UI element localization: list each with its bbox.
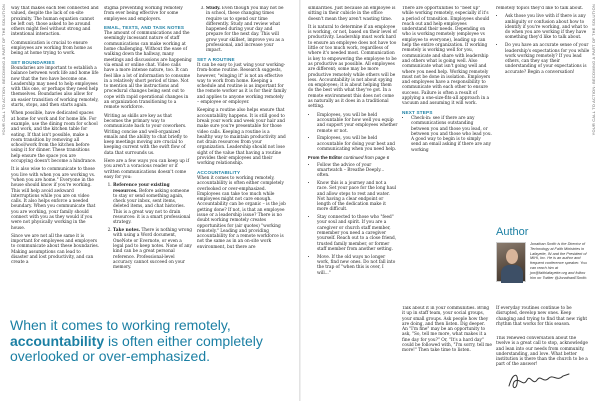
paragraph: It is also wise to communicate to those you live with when you are working vs. "when you are home." Everyone in the house should know if you're working. This will help avoid awkward interruptions while you are on video calls. It also helps enforce a needed boundary. When you communicate that you are working, your family should connect with you as they would if you were not physically working in the house. bbox=[11, 167, 96, 231]
right-page bbox=[300, 0, 600, 401]
left-column-3 bbox=[197, 6, 287, 318]
left-column-2 bbox=[104, 6, 192, 318]
list-item: • Know this is a journey and not a race. Set your pace for the long haul and allow steps to rest and water. Not having a clear endpoint or length of the dedication make it more difficult. bbox=[317, 181, 398, 213]
list-item: • Employees, you will be held accountable for doing your best and communicating when you need help. bbox=[317, 136, 398, 152]
editor-continuation-heading: From the Editor continued from page 6 bbox=[308, 155, 390, 161]
paragraph: It can be easy to just wing your working-from-home routine. Research suggests, however, "winging it" is not an effective way to work from home. Keeping a schedule and routine is as important for the remote worker as it is for their family and applies to anyone working remotely – employee or employer. bbox=[197, 62, 287, 106]
bullet-list bbox=[308, 113, 398, 153]
paragraph: This renewed conversation about the twelve is a great call to stop, acknowledge and lean into our needs from community, understanding, and love. What better institution is there than the church to be a part of the answer! bbox=[496, 336, 588, 366]
bullet-list bbox=[402, 116, 492, 153]
paragraph: Talk about it in your communities. Bring it up in staff team, your social groups, your small groups. Ask people how they are doing, and then listen. Dig deeper. An "I'm fine" may be an opportunity to ask, "So, tell me more, what makes it a fine day for you?" Or, "It's a hard day" could be followed with, "I'm sorry, tell me more!" Then take time to listen. bbox=[402, 306, 492, 354]
paragraph: Communication is crucial to ensure employees are working from home as being at home trying to work. bbox=[11, 40, 93, 57]
closing-text bbox=[496, 306, 592, 330]
paragraph: Keeping a routine also helps ensure that accountability happens. It is still good to break your work and week your hair and make sure you're presentable for those video calls. Keeping a routine is a healthy way to maintain productivity and not drain resources from your organization. Leadership should not lose sight of the value that having a routine provides their employees and their working relationship. bbox=[197, 108, 286, 167]
list-item: • Stay connected to those who "feed" your soul and spirit. If you are a caregiver or church staff member, remember you need a caregiver yourself. Reach out to a close friend, trusted family member, or former staff member from another setting. bbox=[317, 215, 398, 252]
pull-quote-highlight: accountability bbox=[10, 332, 105, 349]
list-item: • Move. If the old ways no longer work, find new ones. Do not fall into the trap of "when this is over, I will..." bbox=[317, 255, 398, 276]
left-column-1 bbox=[11, 6, 99, 318]
author-box bbox=[496, 226, 592, 300]
editor-list bbox=[308, 163, 398, 276]
list-item: 2. Take notes. There is nothing wrong with using a Word document, OneNote or Evernote, or even a legal pad to keep notes. None of any kind can be a great personal reference. Professional-level accuracy cannot succeed on your memory. bbox=[113, 228, 192, 270]
paragraph: When possible, have dedicated spaces at home for work and for home life. For example, use the dining room for school and work, and the kitchen table for eating. If that isn't possible, make a room transition by removing all school/work from the kitchen before using it for dinner. These transitions help ensure the space you are occupying doesn't become a hindrance. bbox=[11, 111, 98, 165]
tips-list bbox=[197, 6, 287, 54]
paragraph: Boundaries are important to establish a balance between work life and home life now that the two have become one. Leadership may need to help employees with this one, or perhaps they need help themselves. Boundaries also allow for an easier transition of working remotely, starts, stops, and then starts again. bbox=[11, 65, 99, 109]
author-signature bbox=[505, 368, 575, 392]
list-item: 3. Study. Even though you may not be in school, these changing times require us to spend our time differently. Study and review what happened during your day and prepare for the next day. This will grow your skillset, improve you as a professional, and increase your impact. bbox=[206, 6, 287, 54]
bullet-list bbox=[496, 14, 590, 75]
right-column-1 bbox=[308, 6, 398, 398]
paragraph: Here are a few ways you can keep up if you aren't a voracious reader or if written communications doesn't come easy for you: bbox=[104, 159, 190, 180]
author-photo bbox=[496, 242, 526, 282]
section-heading: ACCOUNTABILITY bbox=[197, 169, 241, 175]
paragraph: There are opportunities to "beef up" while working remotely, especially if it's a period of transition. Employees should reach out and help employees understand their needs. Depending on who is working remotely (employee vs employee to everyone), leading up can help the entire organization. If working remotely is working well for you, communicate and share with leadership and others what is going well. Also communicate what isn't going well and where you need help. Working remotely must not be done in isolation. Employers and employees have a responsibility to communicate with each other to ensure success. Failure is often a result of applying a one-size-fits-all approach in a vacuum and assuming it will work. bbox=[402, 6, 491, 107]
tips-list bbox=[104, 183, 192, 270]
section-heading: SET BOUNDARIES bbox=[11, 59, 55, 65]
paragraph: way that makes each feel connected and valued, despite the lack of on-site proximity. The human equation cannot be left out; those asked to be around others might feel without strong and intentional interaction. bbox=[11, 6, 99, 38]
list-item: 1. Reference your existing resources. Before asking someone to stay or send something again, check your inbox, sent items, deleted items, and chat histories. This is a great way not to drain resources: it is a smart professional strategy. bbox=[113, 183, 192, 225]
section-heading: SET A ROUTINE bbox=[197, 56, 235, 62]
paragraph: When it comes to working remotely, accountability is often either completely overlooked or over-emphasized. Employees can take too much while employees might not care enough. Accountability can be organic – is the job getting done? If not, is that an employee issue or a leadership issue? There is no doubt working remotely creates opportunities for (air quotes) "working remotely." Leading and providing accountability for a remote workforce is not the same as in an on-site work environment, but there are bbox=[197, 175, 286, 250]
closing-column-2 bbox=[402, 306, 492, 394]
list-item: • Ask those you live with if there is any ambiguity or confusion about how to identify if you're working, and what to do when you are working if they have something they'd like to talk about. bbox=[505, 14, 590, 40]
list-item: • Do you have an accurate sense of your leadership's expectations for you while work working remotely? If you lead others, can they say their understanding of your expectations is accurate? Begin a conversation! bbox=[505, 43, 590, 75]
right-column-3 bbox=[496, 6, 590, 224]
paragraph: The amount of communications and the seemingly incessant nature of staff communications can make working at home challenging. Without the ease of walking down the hallway, many meetings and discussions are happening via email or online chat. Video calls have a more intense nature, too. It can feel like a lot of information to consume in a relatively short period of time. Not to mention all the instructions and procedural changes being sent out to cope with rapid operational changes in an organization transitioning to a remote workforce. bbox=[104, 31, 192, 111]
list-item: • Employees, you will be held accountable for how well you equip and support your employees whether remote or not. bbox=[317, 113, 398, 134]
paragraph: If everyday routines continue to be disrupted, develop new ones. Keep changing and trying to find that new right rhythm that works for this season. bbox=[496, 306, 588, 327]
author-heading: Author bbox=[496, 226, 529, 238]
right-column-2 bbox=[402, 6, 492, 306]
paragraph: remotely topics they'd like to talk about. bbox=[496, 6, 584, 11]
paragraph: Writing as skills are key as that becomes the primary way to communicate back to your coworkers. Writing concise and well-organized emails and the ability to chat briefly to keep meetings moving are crucial to keeping current with the swift flow of data that surrounds us. bbox=[104, 113, 188, 156]
section-heading: NEXT STEPS bbox=[402, 109, 433, 115]
paragraph: stigma preventing working remotely from ever being effective for some employees and employers. bbox=[104, 6, 183, 22]
pull-quote: When it comes to working remotely, accountability is often either completely overlooked or over-emphasized. bbox=[10, 317, 263, 364]
right-page-rail: YOUR CALL TO ACTION: BECOMING A PART OF THE SOLUTION bbox=[591, 4, 596, 136]
paragraph: It is natural to determine if an employee is working, or not, based on their level of productivity. Leadership must work hard to ensure an employee does not have too little or too much work, regardless of where it's needed most. Communication is key to empowering the employee to be as productive as possible. All employees are different; some may be more productive remotely while others will be less. Accountability is not about spying on employees; it is about helping them do the best with what they've got. In a remote environment this does not come as naturally as it does in a traditional setting. bbox=[308, 24, 397, 110]
left-page-rail: YOUR CALL TO ACTION: BECOMING A PART OF THE SOLUTION bbox=[1, 4, 6, 136]
section-heading: EMAIL, TEXTS, AND TASK NOTES bbox=[104, 24, 185, 30]
paragraph: similarities. Just because an employee is sitting in their cubicle in the office doesn't mean they aren't wasting time. bbox=[308, 6, 396, 22]
list-item: • Follow the advice of your smartwatch – Breathe Deeply... often. bbox=[317, 163, 398, 179]
list-item: • Check-in: see if there are any communications outstanding between you and those you lead, or between you and those who lead you. A good way to begin is to simply send an email asking if there are any working bbox=[411, 116, 492, 153]
paragraph: Since we are not all the same it is important for employees and employers to communicate about these boundaries. Making assumptions can lead to disaster and lost productivity, and can create a bbox=[11, 233, 99, 266]
author-bio: Jonathan Smith is the Director of Technology at Faith Ministries in Lafayette, IN and the President of MIHI, Inc. He is an author and frequent conference speaker. You can reach him at jon@faithlafayette.org and follow him on Twitter @JonathanESmith. bbox=[530, 242, 588, 280]
closing-column-3 bbox=[496, 336, 590, 366]
